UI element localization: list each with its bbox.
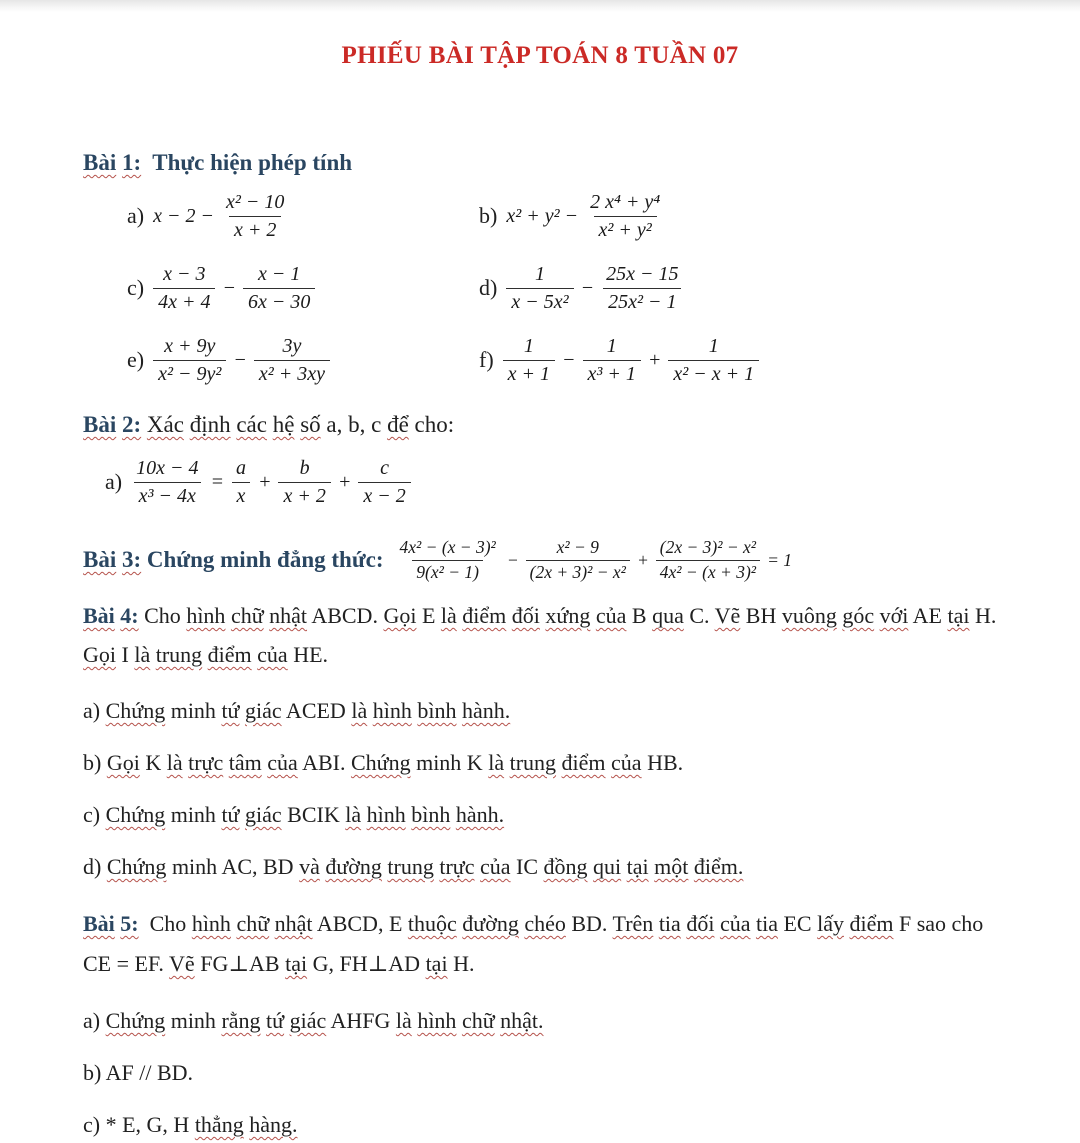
misspelled-word: Vẽ	[714, 603, 741, 629]
text-segment: HB.	[641, 750, 684, 776]
fraction-numerator: b	[299, 457, 310, 480]
problem-label: f)	[479, 347, 494, 372]
fraction	[221, 191, 289, 241]
misspelled-word: tứ	[221, 802, 240, 828]
fraction	[131, 457, 203, 507]
misspelled-word: bình	[417, 698, 457, 724]
misspelled-word: bình	[411, 802, 451, 828]
misspelled-word: nhật	[274, 911, 313, 937]
misspelled-word: Trên	[612, 911, 654, 937]
misspelled-word: của	[480, 854, 511, 880]
misspelled-word: hình	[417, 1008, 457, 1034]
misspelled-word: của	[267, 750, 298, 776]
misspelled-word: hành.	[455, 802, 505, 828]
misspelled-word: tâm	[228, 750, 262, 776]
text-segment	[221, 1008, 260, 1033]
text-segment: EC	[777, 911, 818, 937]
fraction-numerator: x² − 9	[556, 537, 599, 557]
fraction-denominator: x + 2	[278, 482, 330, 507]
fraction-denominator: x² + y²	[594, 216, 657, 241]
text-segment: ABI.	[297, 750, 351, 776]
fraction-numerator: x + 9y	[164, 335, 216, 358]
top-gray-band	[0, 0, 1080, 12]
problem-1b	[479, 180, 1012, 252]
misspelled-word: một	[654, 854, 689, 880]
misspelled-word: của	[719, 911, 751, 937]
fraction	[503, 335, 555, 385]
math-text: +	[337, 470, 352, 493]
misspelled-word: là	[351, 698, 368, 724]
fraction-numerator: 1	[708, 335, 719, 358]
misspelled-word: đồng	[543, 854, 588, 880]
fraction	[656, 538, 760, 582]
problem-label: c)	[127, 275, 145, 300]
misspelled-word: số	[300, 412, 321, 437]
text-segment: a)	[83, 1008, 106, 1034]
text-segment	[266, 1008, 326, 1033]
text-segment: G, FH⊥AD	[307, 951, 426, 977]
text-segment	[817, 911, 893, 936]
misspelled-word: Chứng	[106, 854, 167, 880]
fraction-numerator: 2 x⁴ + y⁴	[590, 191, 661, 214]
text-segment	[147, 412, 321, 437]
text-segment: I	[116, 642, 135, 668]
fraction-denominator: (2x + 3)² − x²	[526, 560, 630, 583]
text-segment	[169, 951, 195, 976]
misspelled-word: tia	[658, 911, 681, 937]
text-segment: Thực hiện phép tính	[141, 150, 353, 175]
misspelled-word: điểm	[207, 642, 252, 668]
misspelled-word: để	[387, 412, 409, 437]
text-segment	[106, 698, 166, 723]
math-text: =	[210, 470, 224, 493]
misspelled-word: Vẽ	[169, 951, 195, 977]
text-segment	[83, 412, 141, 437]
misspelled-word: tứ	[221, 698, 240, 724]
misspelled-word: điểm.	[693, 854, 744, 880]
misspelled-word: Bài	[83, 911, 115, 937]
fraction-denominator: x	[232, 482, 251, 507]
math-expression	[153, 335, 330, 385]
text-segment	[156, 642, 288, 667]
text-segment	[462, 911, 566, 936]
text-segment	[782, 603, 909, 628]
text-segment	[192, 911, 313, 936]
math-expression	[153, 263, 315, 313]
exercise-4-item-c	[83, 800, 1012, 830]
misspelled-word: chữ	[236, 911, 270, 937]
math-expression	[503, 335, 760, 385]
misspelled-word: đối	[511, 603, 540, 629]
exercise-4-intro	[83, 596, 1012, 674]
text-segment	[107, 750, 140, 775]
misspelled-word: Gọi	[83, 642, 116, 668]
exercise-2-heading	[83, 412, 1012, 438]
math-expression	[131, 457, 411, 507]
text-segment: b)	[83, 750, 107, 776]
misspelled-word: Bài	[83, 603, 115, 629]
text-segment	[221, 802, 281, 827]
fraction	[396, 538, 500, 582]
problem-1d	[479, 252, 1012, 324]
text-segment: Cho	[138, 911, 192, 937]
text-segment: K	[139, 750, 167, 776]
fraction	[153, 335, 226, 385]
text-segment: AE	[908, 603, 948, 629]
misspelled-word: tứ	[266, 1008, 285, 1034]
text-segment: E	[416, 603, 441, 629]
misspelled-word: 1:	[121, 150, 142, 175]
misspelled-word: trung	[155, 642, 203, 668]
exercise-5-item-c	[83, 1110, 1012, 1140]
misspelled-word: tại	[947, 603, 970, 629]
misspelled-word: đường	[325, 854, 382, 880]
fraction	[358, 457, 410, 507]
exercise-3	[83, 538, 1012, 582]
misspelled-word: tia	[755, 911, 778, 937]
misspelled-word: các	[236, 412, 267, 437]
problem-label: b)	[479, 203, 498, 228]
exercise-1-heading	[83, 150, 1012, 176]
misspelled-word: Gọi	[106, 750, 140, 776]
misspelled-word: Chứng	[105, 802, 166, 828]
fraction-denominator: 4x + 4	[153, 288, 215, 313]
text-segment: BH	[740, 603, 782, 629]
fraction-numerator: 3y	[282, 335, 302, 358]
problem-2a	[105, 450, 1012, 514]
exercise-4-item-d	[83, 852, 1012, 882]
misspelled-word: 3:	[121, 547, 142, 573]
text-segment: minh K	[410, 750, 489, 776]
misspelled-word: 2:	[121, 412, 142, 437]
text-segment	[408, 911, 457, 936]
misspelled-word: trung	[387, 854, 434, 880]
fraction-numerator: x − 3	[163, 263, 206, 286]
misspelled-word: điểm	[849, 911, 894, 937]
misspelled-word: đối	[686, 911, 715, 937]
text-segment: minh	[165, 698, 222, 724]
text-segment: minh	[165, 802, 222, 828]
problem-label: e)	[127, 347, 145, 372]
text-segment	[383, 603, 416, 628]
text-segment	[462, 603, 626, 628]
text-segment	[106, 1008, 166, 1033]
text-segment: a)	[83, 698, 106, 724]
misspelled-word: là	[440, 603, 457, 629]
fraction-numerator: 4x² − (x − 3)²	[399, 537, 496, 557]
misspelled-word: Chứng	[350, 750, 411, 776]
misspelled-word: hình	[186, 603, 226, 629]
math-expression	[396, 538, 793, 582]
misspelled-word: tại	[285, 951, 308, 977]
misspelled-word: xứng	[545, 603, 591, 629]
math-text: −	[562, 348, 576, 371]
worksheet-body	[0, 150, 1080, 1140]
problem-1a	[127, 180, 479, 252]
misspelled-word: Xác	[146, 412, 184, 437]
exercise-4-item-a	[83, 696, 1012, 726]
text-segment	[195, 1112, 298, 1137]
fraction-denominator: x³ − 4x	[134, 482, 201, 507]
text-segment	[488, 750, 641, 775]
exercise-1-problems	[83, 180, 1012, 396]
fraction	[668, 335, 759, 385]
text-segment	[299, 854, 510, 879]
misspelled-word: là	[345, 802, 362, 828]
misspelled-word: hình	[191, 911, 231, 937]
fraction-denominator: 4x² − (x + 3)²	[656, 560, 760, 583]
exercise-5-item-a	[83, 1006, 1012, 1036]
fraction	[153, 263, 215, 313]
misspelled-word: qua	[652, 603, 684, 629]
text-segment	[221, 698, 281, 723]
text-segment: Chứng minh đẳng thức:	[141, 547, 384, 573]
text-segment	[83, 547, 141, 572]
fraction-denominator: 9(x² − 1)	[412, 560, 483, 583]
misspelled-word: chữ	[461, 1008, 495, 1034]
text-segment	[167, 750, 298, 775]
exercise-5-intro	[83, 904, 1012, 984]
misspelled-word: góc	[842, 603, 875, 629]
misspelled-word: Bài	[83, 412, 117, 437]
misspelled-word: 5:	[120, 911, 139, 937]
math-expression	[506, 191, 665, 241]
text-segment: c) * E, G, H	[83, 1112, 195, 1138]
misspelled-word: qui	[593, 854, 622, 880]
misspelled-word: chữ	[230, 603, 264, 629]
misspelled-word: Bài	[83, 150, 117, 175]
text-segment: B	[626, 603, 653, 629]
math-expression	[506, 263, 683, 313]
misspelled-word: hệ	[272, 412, 295, 437]
fraction-denominator: x³ + 1	[583, 360, 641, 385]
fraction-numerator: a	[235, 457, 246, 480]
text-segment	[947, 603, 969, 628]
misspelled-word: của	[257, 642, 288, 668]
misspelled-word: hành.	[461, 698, 511, 724]
text-segment	[613, 911, 778, 936]
misspelled-word: trực	[439, 854, 475, 880]
text-segment: c)	[83, 802, 106, 828]
math-text: −	[222, 276, 236, 299]
misspelled-word: Chứng	[105, 1008, 166, 1034]
math-text: +	[647, 348, 662, 371]
text-segment	[345, 802, 504, 827]
fraction-denominator: x² − x + 1	[668, 360, 759, 385]
misspelled-word: giác	[244, 802, 282, 828]
text-segment: Cho	[138, 603, 187, 629]
misspelled-word: vuông	[781, 603, 837, 629]
fraction-numerator: 1	[606, 335, 617, 358]
problem-1c	[127, 252, 479, 324]
text-segment	[134, 642, 150, 667]
math-text: −	[506, 549, 519, 570]
text-segment	[285, 951, 307, 976]
misspelled-word: đường	[462, 911, 519, 937]
misspelled-word: hàng.	[249, 1112, 298, 1138]
fraction-denominator: x − 5x²	[506, 288, 573, 313]
fraction-denominator: x + 1	[503, 360, 555, 385]
misspelled-word: thuộc	[407, 911, 457, 937]
math-text: −	[580, 276, 595, 299]
text-segment	[107, 854, 167, 879]
text-segment: cho:	[408, 412, 455, 437]
math-text: x² + y² −	[506, 204, 579, 227]
fraction	[231, 457, 251, 507]
misspelled-word: tại	[425, 951, 448, 977]
misspelled-word: chéo	[524, 911, 566, 937]
fraction-numerator: c	[380, 457, 389, 480]
misspelled-word: với	[879, 603, 909, 629]
fraction	[583, 335, 641, 385]
fraction-denominator: x + 2	[229, 216, 281, 241]
fraction	[585, 191, 665, 241]
misspelled-word: của	[595, 603, 627, 629]
problem-1f	[479, 324, 1012, 396]
text-segment	[83, 150, 141, 175]
text-segment: b) AF // BD.	[83, 1060, 194, 1086]
fraction-numerator: 1	[534, 263, 545, 286]
misspelled-word: là	[488, 750, 505, 776]
problem-1e	[127, 324, 479, 396]
text-segment	[83, 642, 116, 667]
exercise-5-item-b	[83, 1058, 1012, 1088]
misspelled-word: và	[299, 854, 320, 880]
text-segment: ABCD, E	[312, 911, 408, 937]
text-segment	[441, 603, 457, 628]
misspelled-word: hình	[372, 698, 412, 724]
math-expression	[153, 191, 289, 241]
text-segment	[83, 911, 139, 936]
misspelled-word: Bài	[83, 547, 117, 573]
problem-label: a)	[127, 203, 145, 228]
fraction-denominator: 25x² − 1	[603, 288, 681, 313]
problem-label: d)	[479, 275, 498, 300]
text-segment: a, b, c	[320, 412, 388, 437]
text-segment: BCIK	[281, 802, 346, 828]
fraction-denominator: x² + 3xy	[254, 360, 330, 385]
text-segment	[715, 603, 741, 628]
text-segment: HE.	[287, 642, 329, 668]
fraction-numerator: (2x − 3)² − x²	[659, 537, 757, 557]
misspelled-word: lấy	[817, 911, 844, 937]
misspelled-word: tại	[626, 854, 649, 880]
fraction-denominator: 6x − 30	[243, 288, 315, 313]
text-segment	[387, 412, 409, 437]
misspelled-word: điểm	[561, 750, 606, 776]
exercise-4-item-b	[83, 748, 1012, 778]
exercise-3-heading	[83, 547, 384, 573]
text-segment: H.	[969, 603, 997, 629]
text-segment: minh	[165, 1008, 222, 1034]
fraction	[243, 263, 315, 313]
text-segment: AHFG	[326, 1008, 396, 1034]
text-segment	[544, 854, 744, 879]
math-text: x − 2 −	[153, 204, 214, 227]
misspelled-word: rằng	[221, 1008, 261, 1034]
text-segment	[652, 603, 684, 628]
misspelled-word: thẳng	[194, 1112, 244, 1138]
math-text: +	[636, 549, 649, 570]
fraction-numerator: 1	[523, 335, 534, 358]
misspelled-word: nhật	[269, 603, 308, 629]
text-segment	[396, 1008, 544, 1033]
fraction	[526, 538, 630, 582]
problem-label: a)	[105, 469, 123, 494]
text-segment: ABCD.	[307, 603, 384, 629]
fraction-numerator: 25x − 15	[606, 263, 679, 286]
fraction	[601, 263, 683, 313]
misspelled-word: giác	[289, 1008, 327, 1034]
misspelled-word: là	[166, 750, 183, 776]
text-segment	[186, 603, 307, 628]
math-text: −	[233, 348, 247, 371]
misspelled-word: nhật.	[500, 1008, 544, 1034]
text-segment	[426, 951, 448, 976]
math-text: +	[257, 470, 272, 493]
fraction-numerator: 10x − 4	[136, 457, 199, 480]
misspelled-word: giác	[244, 698, 282, 724]
fraction	[278, 457, 330, 507]
fraction-denominator: x² − 9y²	[153, 360, 226, 385]
misspelled-word: hình	[366, 802, 406, 828]
text-segment: minh AC, BD	[166, 854, 300, 880]
misspelled-word: 4:	[120, 603, 139, 629]
math-text: = 1	[767, 549, 792, 570]
fraction	[506, 263, 573, 313]
misspelled-word: trực	[188, 750, 224, 776]
misspelled-word: của	[611, 750, 642, 776]
text-segment	[106, 802, 166, 827]
text-segment: IC	[510, 854, 544, 880]
page-title: PHIẾU BÀI TẬP TOÁN 8 TUẦN 07	[341, 42, 739, 69]
text-segment	[351, 750, 411, 775]
text-segment: F sao cho CE = EF.	[83, 911, 984, 977]
fraction-denominator: x − 2	[358, 482, 410, 507]
misspelled-word: là	[134, 642, 151, 668]
fraction-numerator: x − 1	[257, 263, 301, 286]
misspelled-word: Gọi	[383, 603, 417, 629]
text-segment: ACED	[281, 698, 352, 724]
fraction-numerator: x² − 10	[225, 191, 285, 214]
misspelled-word: định	[189, 412, 231, 437]
text-segment: C.	[683, 603, 715, 629]
misspelled-word: là	[395, 1008, 412, 1034]
misspelled-word: Chứng	[105, 698, 166, 724]
text-segment: H.	[447, 951, 475, 977]
text-segment: d)	[83, 854, 107, 880]
text-segment	[83, 603, 139, 628]
misspelled-word: trung	[509, 750, 557, 776]
text-segment	[351, 698, 510, 723]
misspelled-word: điểm	[462, 603, 507, 629]
fraction	[254, 335, 330, 385]
text-segment: FG⊥AB	[194, 951, 286, 977]
text-segment: BD.	[565, 911, 613, 937]
